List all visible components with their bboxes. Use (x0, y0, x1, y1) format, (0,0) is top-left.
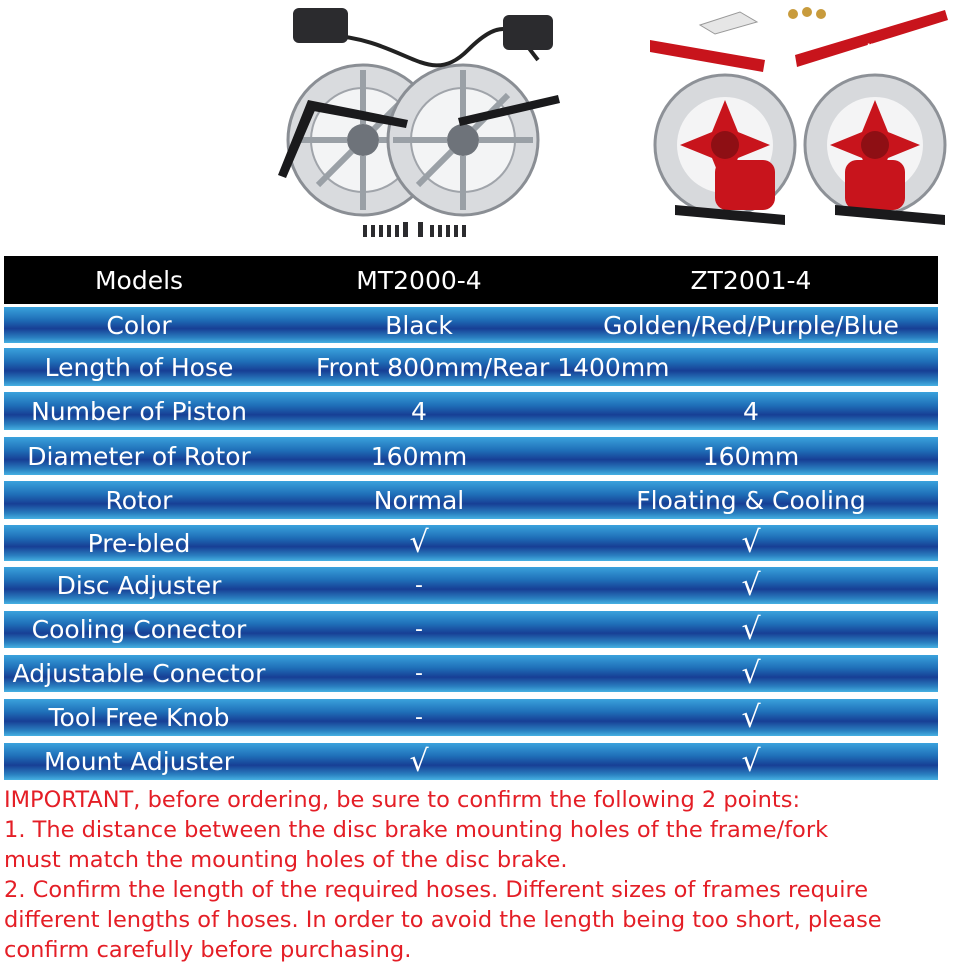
rotor-right-icon (388, 65, 538, 215)
table-row-piston (4, 392, 938, 430)
check-icon: √ (741, 655, 761, 691)
notes-line: must match the mounting holes of the disc brake. (4, 847, 568, 873)
red-lever-left-icon (650, 40, 765, 72)
dash-icon: - (415, 704, 423, 730)
dash-icon: - (415, 660, 423, 686)
row-label: Mount Adjuster (43, 747, 235, 776)
check-icon: √ (741, 567, 761, 603)
row-label: Rotor (105, 485, 173, 515)
check-icon: √ (741, 699, 761, 735)
table-row-disc-adjuster (4, 567, 938, 604)
caliper-left-icon (293, 8, 348, 43)
table-row-cooling-connector (4, 611, 938, 648)
red-caliper-left-icon (715, 160, 775, 210)
model-a-value: 4 (411, 396, 427, 426)
notes-line: confirm carefully before purchasing. (4, 937, 412, 963)
header-models-label: Models (94, 265, 184, 295)
row-label: Diameter of Rotor (27, 441, 251, 471)
mount-plate-icon (700, 12, 757, 34)
notes-heading: IMPORTANT, before ordering, be sure to confirm the following 2 points: (4, 787, 801, 813)
black-brake-set-photo (268, 0, 568, 250)
table-row-rotor-diameter (4, 437, 938, 475)
row-label: Pre-bled (87, 528, 191, 558)
check-icon: √ (741, 743, 761, 779)
dash-icon: - (415, 616, 423, 642)
merged-value: Front 800mm/Rear 1400mm (316, 352, 670, 382)
red-lever-right-icon (795, 10, 948, 67)
table-row-color (4, 307, 938, 343)
model-b-value: Golden/Red/Purple/Blue (603, 310, 899, 340)
caliper-right-icon (503, 15, 553, 50)
model-a-value: 160mm (370, 441, 468, 471)
table-header-row (4, 256, 938, 304)
notes-line: 1. The distance between the disc brake mounting holes of the frame/fork (4, 817, 829, 843)
table-row-prebled (4, 525, 938, 561)
check-icon: √ (409, 525, 429, 560)
table-row-hose-length (4, 348, 938, 386)
row-label: Cooling Conector (31, 615, 247, 644)
row-label: Number of Piston (31, 396, 247, 426)
row-label: Disc Adjuster (56, 571, 222, 600)
model-a-value: Normal (373, 485, 465, 515)
row-label: Tool Free Knob (48, 703, 230, 732)
check-icon: √ (409, 743, 429, 779)
check-icon: √ (741, 611, 761, 647)
row-label: Length of Hose (44, 352, 234, 382)
bolts-icon (363, 222, 466, 237)
notes-line: different lengths of hoses. In order to avoid the length being too short, please (4, 907, 882, 933)
model-a-value: Black (385, 310, 453, 340)
header-model-b: ZT2001-4 (690, 265, 812, 295)
row-label: Color (106, 310, 172, 340)
model-b-value: 4 (743, 396, 759, 426)
table-row-tool-free-knob (4, 699, 938, 736)
brass-bolts-icon (788, 7, 826, 19)
header-model-a: MT2000-4 (356, 265, 482, 295)
table-row-adjustable-connector (4, 655, 938, 692)
dash-icon: - (415, 572, 423, 598)
important-notes (4, 785, 954, 965)
model-b-value: Floating & Cooling (636, 485, 866, 515)
table-row-rotor (4, 481, 938, 519)
red-caliper-right-icon (845, 160, 905, 210)
table-row-mount-adjuster (4, 743, 938, 780)
notes-line: 2. Confirm the length of the required hoses. Different sizes of frames require (4, 877, 869, 903)
brand-logo: JFOYR (867, 43, 898, 53)
row-label: Adjustable Conector (12, 659, 266, 688)
model-b-value: 160mm (702, 441, 800, 471)
check-icon: √ (741, 525, 761, 560)
red-brake-set-photo (645, 0, 957, 250)
